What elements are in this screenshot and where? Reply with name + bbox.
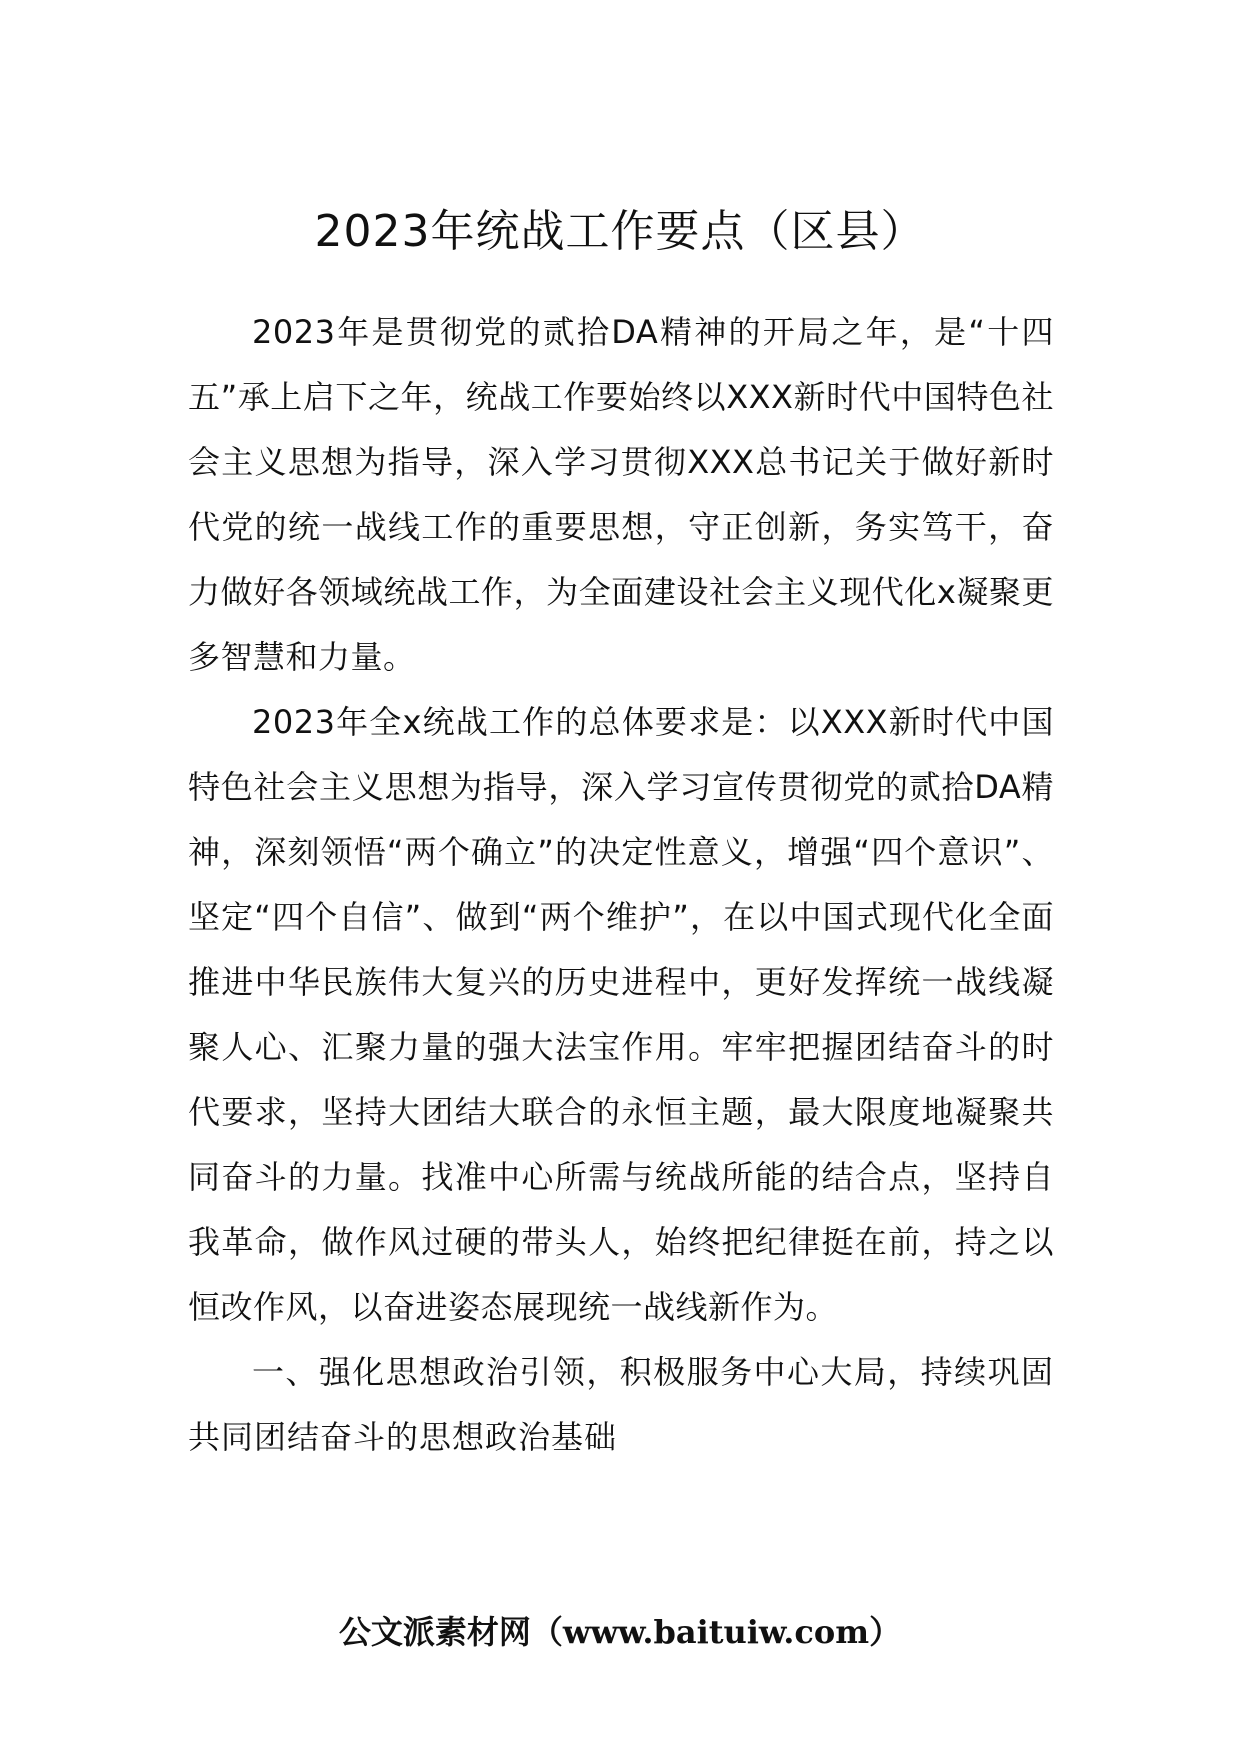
document-title: 2023年统战工作要点（区县） bbox=[314, 206, 926, 257]
section-heading-1: 一、强化思想政治引领，积极服务中心大局，持续巩固共同团结奋斗的思想政治基础 bbox=[188, 1353, 1054, 1456]
document-body bbox=[188, 300, 1054, 1470]
paragraph-general-requirements: 2023年全x统战工作的总体要求是：以XXX新时代中国特色社会主义思想为指导，深入学习宣传贯彻党的贰拾DA精神，深刻领悟“两个确立”的决定性意义，增强“四个意识”、坚定“四个自信”、做到“两个维护”，在以中国式现代化全面推进中华民族伟大复兴的历史进程中，更好发挥统一战线凝聚人心、汇聚力量的强大法宝作用。牢牢把握团结奋斗的时代要求，坚持大团结大联合的永恒主题，最大限度地凝聚共同奋斗的力量。找准中心所需与统战所能的结合点，坚持自我革命，做作风过硬的带头人，始终把纪律挺在前，持之以恒改作风，以奋进姿态展现统一战线新作为。 bbox=[188, 703, 1054, 1326]
paragraph-intro: 2023年是贯彻党的贰拾DA精神的开局之年，是“十四五”承上启下之年，统战工作要始终以XXX新时代中国特色社会主义思想为指导，深入学习贯彻XXX总书记关于做好新时代党的统一战线工作的重要思想，守正创新，务实笃干，奋力做好各领域统战工作，为全面建设社会主义现代化x凝聚更多智慧和力量。 bbox=[188, 313, 1054, 676]
footer-watermark: 公文派素材网（www.baituiw.com） bbox=[338, 1613, 902, 1651]
